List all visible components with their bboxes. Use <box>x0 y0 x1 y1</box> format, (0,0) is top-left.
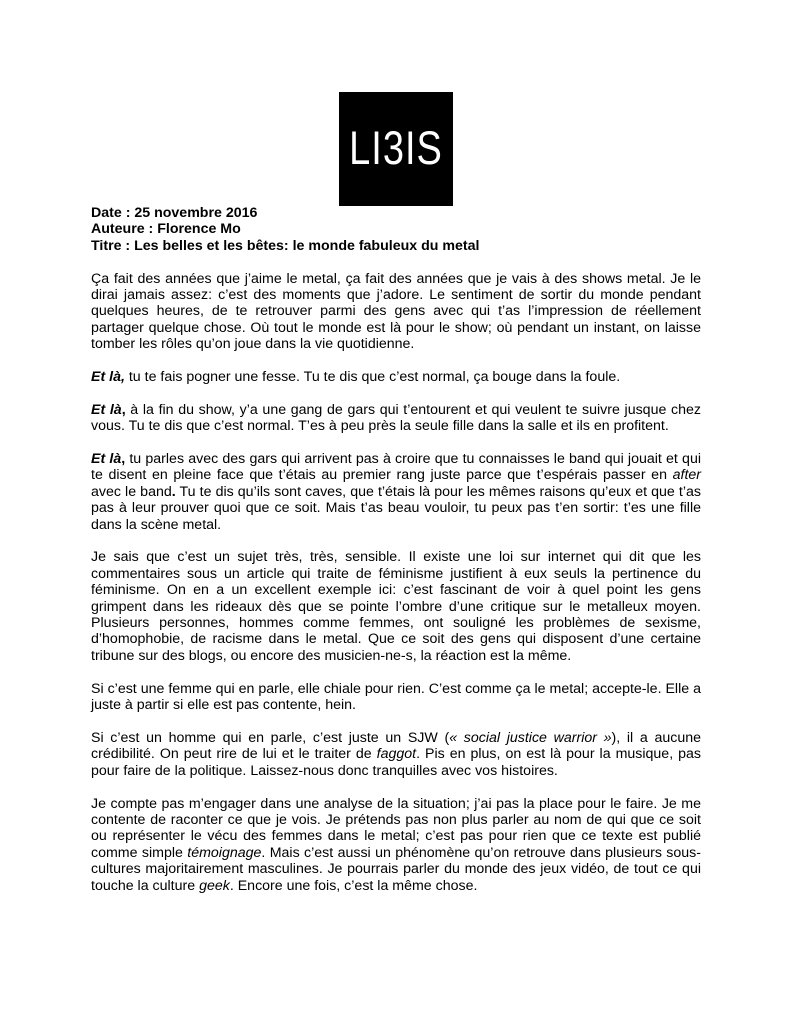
paragraph-4-comma: , <box>121 451 126 468</box>
paragraph-7-faggot: faggot <box>376 746 417 763</box>
article-meta <box>91 205 701 254</box>
paragraph-4 <box>91 451 701 533</box>
article-body <box>91 205 701 894</box>
paragraph-2 <box>91 369 701 385</box>
paragraph-2-lead: Et là, <box>91 369 125 386</box>
paragraph-8-text-a: Je compte pas m’engager dans une analyse de la situation; j’ai pas la place pour le faire. Je me contente de raconter ce que je vois. Je prétends pas non plus parler au nom de qui que ce soit ou représenter le vécu des femmes dans le metal; c’est pas pour rien que ce texte est publié comme simple <box>91 795 701 861</box>
paragraph-7-text-c: . Pis en plus, on est là pour la musique, pas pour faire de la politique. Laissez-nous donc tranquilles avec vos histoires. <box>91 746 701 779</box>
paragraph-4-dot: . <box>171 483 176 500</box>
paragraph-7 <box>91 730 701 779</box>
paragraph-8 <box>91 796 701 894</box>
paragraph-4-text-a: tu parles avec des gars qui arrivent pas à croire que tu connaisses le band qui jouait et qui te disent en pleine face que t’étais au premier rang juste parce que t’espérais passer en <box>91 451 701 484</box>
paragraph-1: Ça fait des années que j’aime le metal, ça fait des années que je vais à des shows metal. Je le dirai jamais assez: c’est des moments que j’adore. Le sentiment de sortir du monde pendant quelques heures, de te retrouver parmi des gens avec qui t’as l’impression de réellement partager quelque chose. Où tout le monde est là pour le show; où pendant un instant, on laisse tomber les rôles qu’on joue dans la vie quotidienne. <box>91 270 701 353</box>
paragraph-7-text-a: Si c’est un homme qui en parle, c’est juste un SJW ( <box>91 729 450 746</box>
paragraph-3-lead: Et là <box>91 401 122 418</box>
paragraph-8-text-c: . Encore une fois, c’est la même chose. <box>229 877 478 894</box>
paragraph-6: Si c’est une femme qui en parle, elle chiale pour rien. C’est comme ça le metal; accepte-le. Elle a juste à partir si elle est pas contente, hein. <box>91 680 701 714</box>
paragraph-2-text: tu te fais pogner une fesse. Tu te dis que c’est normal, ça bouge dans la foule. <box>124 369 621 386</box>
paragraph-8-geek: geek <box>199 877 230 894</box>
author-line: Auteure : Florence Mo <box>91 221 241 238</box>
paragraph-7-sjw: « social justice warrior » <box>449 729 612 746</box>
logo-text: LI3IS <box>349 122 443 176</box>
paragraph-3 <box>91 402 701 435</box>
li3is-logo <box>339 92 453 206</box>
paragraph-4-after: after <box>672 467 701 484</box>
paragraph-5: Je sais que c’est un sujet très, très, sensible. Il existe une loi sur internet qui dit que les commentaires sous un article qui traite de féminisme justifient à eux seuls la pertinence du féminisme. On en a un excellent exemple ici: c’est fascinant de voir à quel point les gens grimpent dans les rideaux dès que se pointe l’ombre d’une critique sur le metalleux moyen. Plusieurs personnes, hommes comme femmes, ont souligné les problèmes de sexisme, d’homophobie, de racisme dans le metal. Que ce soit des gens qui disposent d’une certaine tribune sur des blogs, ou encore des musicien-ne-s, la réaction est la même. <box>91 549 701 664</box>
paragraph-7-text-b: ), il a aucune crédibilité. On peut rire de lui et le traiter de <box>91 729 702 763</box>
paragraph-4-text-b: avec le band <box>91 483 172 500</box>
paragraph-4-text-c: Tu te dis qu’ils sont caves, que t’étais là pour les mêmes raisons qu’eux et que t’as pas à leur prouver quoi que ce soit. Mais t’as beau vouloir, tu peux pas t’en sortir: t’es une fille dans la scène metal. <box>91 483 701 533</box>
date-line: Date : 25 novembre 2016 <box>91 205 258 221</box>
paragraph-8-temoignage: témoignage <box>187 844 262 861</box>
title-line: Titre : Les belles et les bêtes: le monde fabuleux du metal <box>91 237 480 254</box>
paragraph-4-lead: Et là <box>91 451 122 468</box>
paragraph-8-text-b: . Mais c’est aussi un phénomène qu’on retrouve dans plusieurs sous-cultures majoritairement masculines. Je pourrais parler du monde des jeux vidéo, de tout ce qui touche la culture <box>91 844 701 894</box>
paragraph-3-text: à la fin du show, y’a une gang de gars qui t’entourent et qui veulent te suivre jusque chez vous. Tu te dis que c’est normal. T’es à peu près la seule fille dans la salle et ils en profitent. <box>91 401 701 435</box>
paragraph-3-comma: , <box>121 401 126 418</box>
